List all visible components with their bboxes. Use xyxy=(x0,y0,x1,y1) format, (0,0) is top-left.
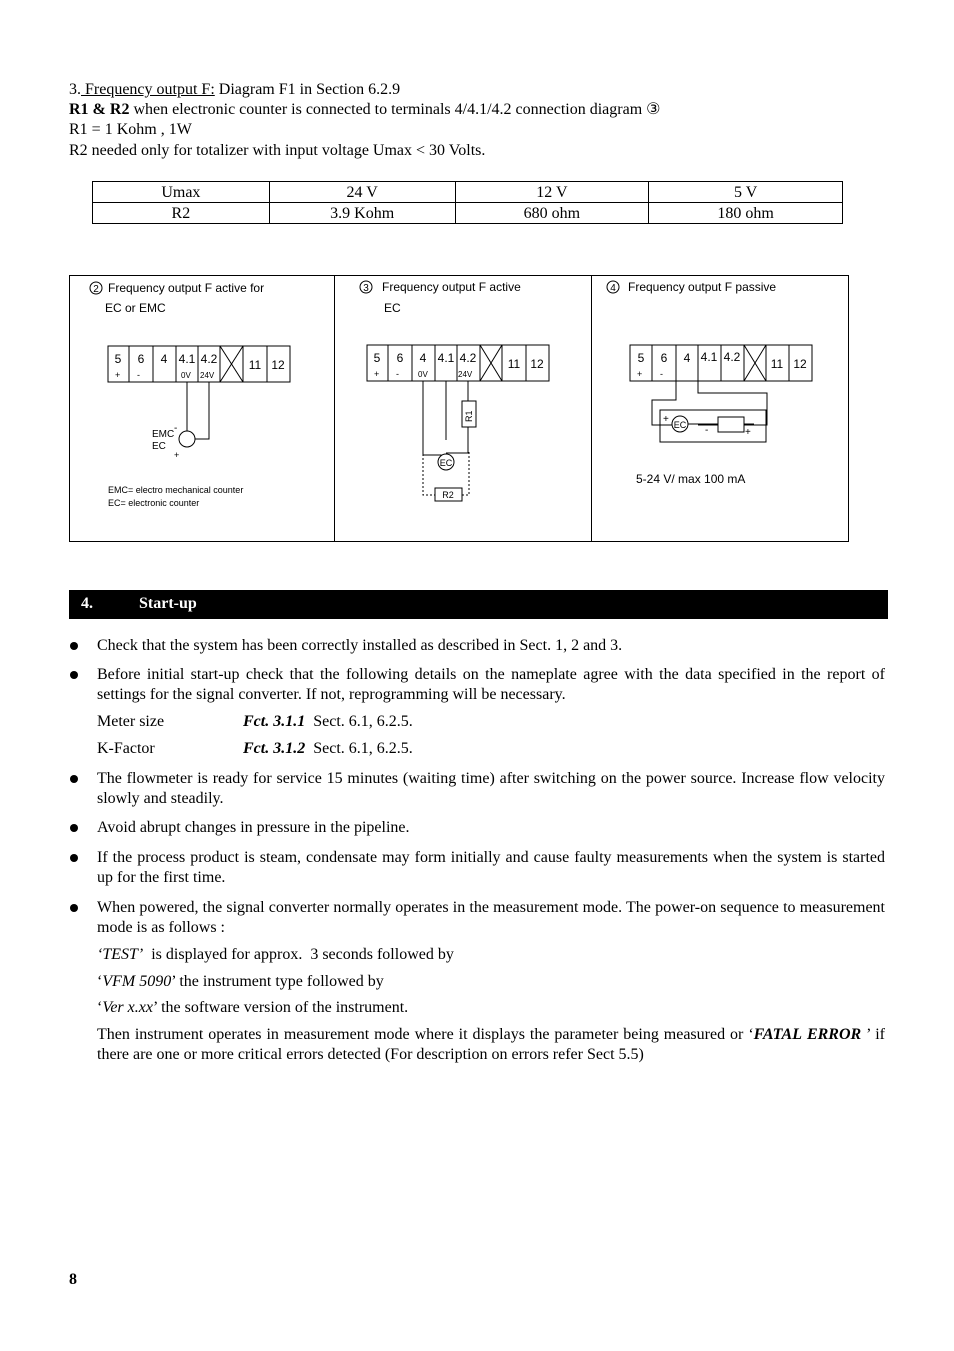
sequence-version-quote: ‘ xyxy=(97,999,103,1016)
intro-heading xyxy=(69,80,400,100)
table-cell: R2 xyxy=(93,203,270,224)
final-rest: ’ if there are one or more critical errors detected (For description on errors refer Sect 5.5) xyxy=(97,1026,886,1063)
bullet-text: Avoid abrupt changes in pressure in the pipeline. xyxy=(97,819,410,836)
terminal-label: 12 xyxy=(530,357,544,371)
terminal-label: 5 xyxy=(373,351,381,365)
fatal-label: FATAL xyxy=(753,1026,802,1043)
terminal-sub: - xyxy=(137,370,140,380)
ec-symbol-label: EC xyxy=(673,420,687,430)
bullet-text: Before initial start-up check that the following details on the nameplate agree with the data specified in the report of settings for the signal converter. If not, reprogramming will be necessary. xyxy=(97,666,885,703)
terminal-block xyxy=(108,346,290,382)
r2-label: R2 xyxy=(442,490,454,500)
terminal-block xyxy=(630,345,812,381)
panel-4 xyxy=(607,280,812,486)
panel-3 xyxy=(360,280,549,501)
bullet-dot xyxy=(70,642,78,650)
sequence-test xyxy=(97,945,454,965)
sequence-version xyxy=(97,998,408,1018)
panel-number: 2 xyxy=(93,284,99,295)
intro-r1r2-line xyxy=(69,100,661,120)
panel-number: 4 xyxy=(610,283,616,294)
k-factor-row xyxy=(97,739,413,759)
bullet-dot xyxy=(70,904,78,912)
terminal-label: 4 xyxy=(419,351,427,365)
section-header xyxy=(69,590,888,619)
terminal-label: 6 xyxy=(396,351,404,365)
terminal-label: 11 xyxy=(507,357,521,371)
passive-resistor xyxy=(718,417,744,432)
r2-table xyxy=(92,181,843,224)
k-factor-fct: Fct. 3.1.2 xyxy=(243,740,306,757)
ec-note: EC= electronic counter xyxy=(108,498,200,508)
ec-symbol-label: EC xyxy=(439,458,453,468)
sequence-type-italic: VFM 5090 xyxy=(102,973,172,990)
table-cell: 180 ohm xyxy=(649,203,843,224)
terminal-sub: 24V xyxy=(458,370,473,379)
intro-r1-line: R1 = 1 Kohm , 1W xyxy=(69,121,192,138)
sequence-type-rest: ’ the instrument type followed by xyxy=(171,973,384,990)
terminal-sub: + xyxy=(637,369,643,379)
meter-size-sect: Sect. 6.1, 6.2.5. xyxy=(305,713,413,730)
terminal-label: 4.1 xyxy=(437,351,455,365)
intro-r1r2-text: when electronic counter is connected to terminals 4/4.1/4.2 connection diagram ③ xyxy=(129,101,661,118)
final-text: Then instrument operates in measurement mode where it displays the parameter being measured or ‘ xyxy=(97,1026,754,1043)
terminal-label: 6 xyxy=(660,351,668,365)
sequence-version-italic: Ver x.xx xyxy=(102,999,153,1016)
page-number: 8 xyxy=(69,1271,77,1288)
bullet-text: When powered, the signal converter normally operates in the measurement mode. The power-on sequence to measurement mode is as follows : xyxy=(97,899,885,936)
panel-title: Frequency output F passive xyxy=(628,280,777,294)
terminal-sub: - xyxy=(396,369,399,379)
terminal-label: 4.2 xyxy=(200,352,218,366)
wire xyxy=(446,427,468,453)
plus-mark: + xyxy=(663,414,669,425)
meter-size-row xyxy=(97,712,413,732)
counter-wire xyxy=(187,382,209,439)
sequence-type xyxy=(97,972,384,992)
table-cell: 12 V xyxy=(455,182,649,203)
intro-r1r2-bold: R1 & R2 xyxy=(69,101,130,118)
panel-title: Frequency output F active for xyxy=(108,281,265,295)
panel-number: 3 xyxy=(363,283,369,294)
terminal-label: 4.1 xyxy=(700,350,718,364)
bullet-dot xyxy=(70,824,78,832)
ec-label: EC xyxy=(152,441,166,452)
minus-mark: - xyxy=(174,423,178,434)
sequence-version-rest: ’ the software version of the instrument. xyxy=(152,999,409,1016)
terminal-block xyxy=(367,345,549,381)
wire xyxy=(423,381,441,462)
terminal-sub: 0V xyxy=(418,370,428,379)
emc-label: EMC xyxy=(152,429,175,440)
r1-label: R1 xyxy=(464,410,474,422)
terminal-label: 12 xyxy=(271,358,285,372)
terminal-label: 12 xyxy=(793,357,807,371)
wiring-diagram xyxy=(69,275,849,542)
meter-size-fct: Fct. 3.1.1 xyxy=(243,713,306,730)
terminal-label: 4.1 xyxy=(178,352,196,366)
sequence-type-quote: ‘ xyxy=(97,973,103,990)
bullet-dot xyxy=(70,671,78,679)
meter-size-label: Meter size xyxy=(97,713,165,730)
sequence-test-rest: is displayed for approx. 3 seconds followed by xyxy=(143,946,454,963)
panel-subtitle: EC xyxy=(384,301,401,315)
table-cell: 5 V xyxy=(649,182,843,203)
final-paragraph xyxy=(97,1025,885,1065)
terminal-label: 6 xyxy=(137,352,145,366)
panel-title: Frequency output F active xyxy=(382,280,521,294)
plus-mark: + xyxy=(745,427,751,438)
section-title: Start-up xyxy=(139,595,197,612)
bullet-dot xyxy=(70,854,78,862)
counter-symbol xyxy=(179,431,195,447)
terminal-label: 4.2 xyxy=(459,351,477,365)
k-factor-label: K-Factor xyxy=(97,740,155,757)
terminal-label: 5 xyxy=(114,352,122,366)
section-number: 4. xyxy=(81,595,93,612)
sequence-test-italic: ‘TEST’ xyxy=(97,946,144,963)
terminal-label: 4.2 xyxy=(723,350,741,364)
bullet-dot xyxy=(70,775,78,783)
terminal-label: 4 xyxy=(160,352,168,366)
terminal-sub: - xyxy=(660,369,663,379)
panel-2 xyxy=(90,281,290,508)
passive-note: 5-24 V/ max 100 mA xyxy=(636,472,746,486)
terminal-label: 5 xyxy=(637,351,645,365)
meter-size-function xyxy=(243,712,413,732)
intro-heading-rest: Diagram F1 in Section 6.2.9 xyxy=(214,81,401,98)
table-row xyxy=(93,203,843,224)
terminal-label: 4 xyxy=(683,351,691,365)
terminal-sub: + xyxy=(374,369,380,379)
intro-r2-line: R2 needed only for totalizer with input voltage Umax < 30 Volts. xyxy=(69,142,486,159)
emc-note: EMC= electro mechanical counter xyxy=(108,485,244,495)
table-cell: Umax xyxy=(93,182,270,203)
terminal-sub: 24V xyxy=(200,371,215,380)
table-row xyxy=(93,182,843,203)
minus-mark: - xyxy=(705,425,709,436)
intro-heading-link: Frequency output F: xyxy=(81,81,215,98)
terminal-sub: 0V xyxy=(181,371,191,380)
bullet-text: If the process product is steam, condensate may form initially and cause faulty measurements when the system is started up for the first time. xyxy=(97,849,885,886)
error-label: ERROR xyxy=(806,1026,862,1043)
table-cell: 680 ohm xyxy=(455,203,649,224)
intro-heading-number: 3. xyxy=(69,81,81,98)
k-factor-sect: Sect. 6.1, 6.2.5. xyxy=(305,740,413,757)
plus-mark: + xyxy=(174,450,180,460)
bullet-text: Check that the system has been correctly installed as described in Sect. 1, 2 and 3. xyxy=(97,637,623,654)
panel-subtitle: EC or EMC xyxy=(105,301,166,315)
bullet-text: The flowmeter is ready for service 15 minutes (waiting time) after switching on the power source. Increase flow velocity slowly and steadily. xyxy=(97,770,885,807)
terminal-sub: + xyxy=(115,370,121,380)
table-cell: 24 V xyxy=(269,182,455,203)
k-factor-function xyxy=(243,739,413,759)
terminal-label: 11 xyxy=(248,358,262,372)
table-cell: 3.9 Kohm xyxy=(269,203,455,224)
terminal-label: 11 xyxy=(770,357,784,371)
